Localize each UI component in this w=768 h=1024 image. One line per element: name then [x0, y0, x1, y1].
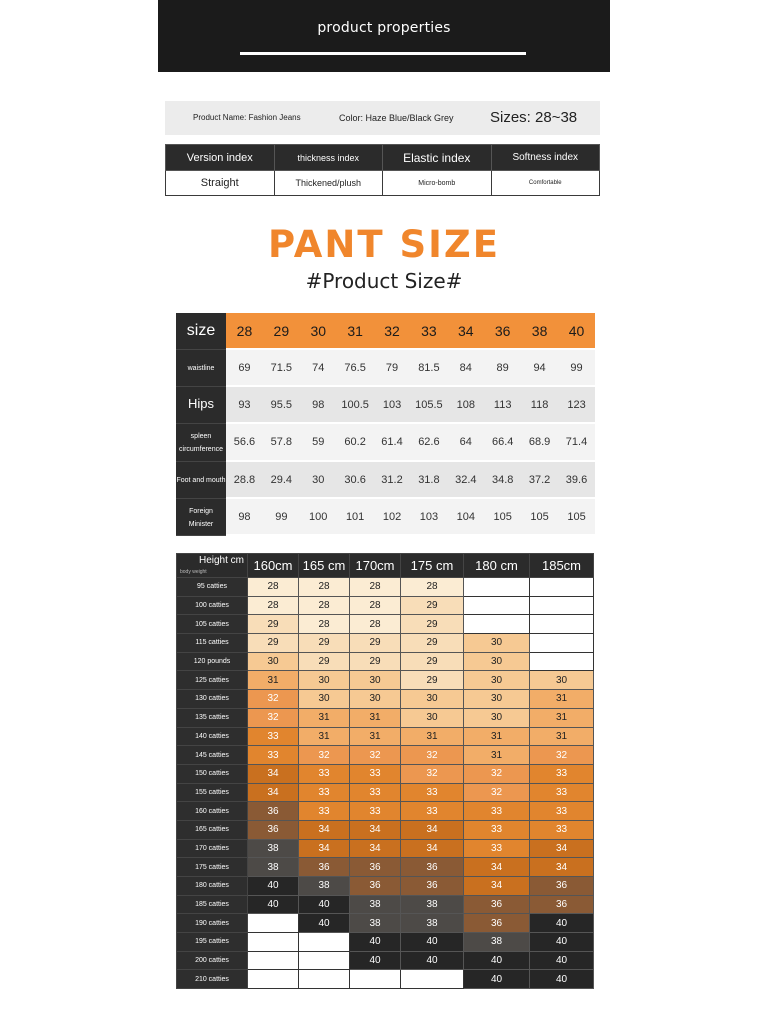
size-cell: 30	[300, 461, 337, 498]
size-cell: 37.2	[521, 461, 558, 498]
size-recommendation-cell: 29	[401, 634, 464, 653]
size-recommendation-cell: 32	[401, 746, 464, 765]
size-cell: 100	[300, 498, 337, 535]
weight-row	[177, 914, 594, 933]
size-cell: 81.5	[410, 349, 447, 386]
size-cell: 89	[484, 349, 521, 386]
pant-size-title: PANT SIZE	[268, 223, 500, 266]
size-cell: 28	[226, 313, 263, 349]
size-recommendation-cell: 38	[248, 839, 299, 858]
size-row	[176, 498, 595, 535]
size-cell: 28.8	[226, 461, 263, 498]
size-recommendation-cell: 28	[248, 578, 299, 597]
size-recommendation-cell: 31	[530, 690, 594, 709]
empty-cell	[299, 951, 350, 970]
size-row-label: Hips	[187, 396, 214, 412]
size-recommendation-cell: 32	[350, 746, 401, 765]
product-size-subtitle: #Product Size#	[305, 269, 463, 293]
size-recommendation-cell: 33	[350, 764, 401, 783]
height-axis-label: Height cm	[198, 555, 244, 566]
size-cell: 29	[263, 313, 300, 349]
size-recommendation-cell: 33	[350, 783, 401, 802]
size-cell: 29.4	[263, 461, 300, 498]
size-row-label: Foot and mouth	[176, 477, 226, 485]
weight-label: 95 catties	[177, 578, 248, 597]
size-recommendation-cell: 31	[464, 746, 530, 765]
size-recommendation-cell: 34	[299, 839, 350, 858]
size-recommendation-cell: 40	[530, 933, 594, 952]
height-header: 160cm	[248, 554, 299, 578]
size-cell: 59	[300, 423, 337, 461]
size-cell: 66.4	[484, 423, 521, 461]
size-recommendation-cell: 29	[401, 596, 464, 615]
size-cell: 99	[558, 349, 595, 386]
size-recommendation-cell: 30	[464, 634, 530, 653]
weight-label: 115 catties	[177, 634, 248, 653]
size-cell: 100.5	[337, 386, 374, 423]
size-recommendation-cell: 40	[464, 951, 530, 970]
size-row-label: Foreign Minister	[188, 507, 214, 528]
height-weight-chart	[176, 553, 594, 989]
size-recommendation-cell: 31	[401, 727, 464, 746]
size-recommendation-cell: 33	[530, 783, 594, 802]
size-cell: 102	[374, 498, 411, 535]
weight-row	[177, 858, 594, 877]
weight-label: 125 catties	[177, 671, 248, 690]
size-cell: 103	[410, 498, 447, 535]
size-recommendation-cell: 33	[464, 802, 530, 821]
index-table	[165, 144, 600, 196]
size-recommendation-cell: 38	[350, 895, 401, 914]
size-recommendation-cell: 33	[350, 802, 401, 821]
index-value: Straight	[166, 171, 275, 196]
size-cell: 62.6	[410, 423, 447, 461]
weight-label: 105 catties	[177, 615, 248, 634]
empty-cell	[530, 578, 594, 597]
size-cell: 105	[558, 498, 595, 535]
weight-row	[177, 764, 594, 783]
size-recommendation-cell: 40	[350, 951, 401, 970]
size-recommendation-cell: 30	[464, 708, 530, 727]
size-recommendation-cell: 33	[401, 783, 464, 802]
size-cell: 38	[521, 313, 558, 349]
weight-row	[177, 671, 594, 690]
index-header: Elastic index	[383, 145, 492, 171]
size-recommendation-cell: 38	[401, 895, 464, 914]
size-recommendation-cell: 30	[350, 690, 401, 709]
size-cell: 32.4	[447, 461, 484, 498]
size-recommendation-cell: 33	[464, 820, 530, 839]
size-row	[176, 423, 595, 461]
size-recommendation-cell: 30	[248, 652, 299, 671]
size-recommendation-cell: 32	[464, 783, 530, 802]
weight-label: 190 catties	[177, 914, 248, 933]
size-recommendation-cell: 32	[401, 764, 464, 783]
header-underline	[240, 52, 526, 55]
empty-cell	[401, 970, 464, 989]
size-cell: 64	[447, 423, 484, 461]
weight-row	[177, 802, 594, 821]
empty-cell	[248, 933, 299, 952]
size-cell: 71.5	[263, 349, 300, 386]
size-cell: 101	[337, 498, 374, 535]
size-recommendation-cell: 36	[350, 877, 401, 896]
empty-cell	[248, 970, 299, 989]
size-recommendation-cell: 36	[464, 895, 530, 914]
size-recommendation-cell: 29	[401, 615, 464, 634]
index-header: Version index	[166, 145, 275, 171]
size-recommendation-cell: 33	[248, 746, 299, 765]
weight-label: 210 catties	[177, 970, 248, 989]
size-recommendation-cell: 28	[350, 615, 401, 634]
size-cell: 31.2	[374, 461, 411, 498]
size-recommendation-cell: 40	[299, 895, 350, 914]
product-name: Product Name: Fashion Jeans	[193, 113, 301, 122]
size-recommendation-cell: 31	[299, 727, 350, 746]
size-recommendation-cell: 40	[350, 933, 401, 952]
size-recommendation-cell: 36	[350, 858, 401, 877]
size-cell: 68.9	[521, 423, 558, 461]
header-title: product properties	[317, 20, 451, 36]
size-row-label: size	[186, 321, 216, 339]
size-cell: 30.6	[337, 461, 374, 498]
weight-row	[177, 783, 594, 802]
weight-label: 120 pounds	[177, 652, 248, 671]
size-recommendation-cell: 40	[530, 914, 594, 933]
size-cell: 39.6	[558, 461, 595, 498]
size-recommendation-cell: 34	[350, 839, 401, 858]
empty-cell	[299, 933, 350, 952]
size-recommendation-cell: 40	[248, 895, 299, 914]
size-recommendation-cell: 29	[248, 615, 299, 634]
size-recommendation-cell: 34	[401, 839, 464, 858]
size-cell: 60.2	[337, 423, 374, 461]
size-recommendation-cell: 29	[299, 652, 350, 671]
empty-cell	[530, 634, 594, 653]
size-row	[176, 386, 595, 423]
size-recommendation-cell: 40	[530, 951, 594, 970]
product-color: Color: Haze Blue/Black Grey	[339, 113, 454, 123]
size-recommendation-cell: 29	[248, 634, 299, 653]
index-value: Micro-bomb	[383, 171, 492, 196]
size-row	[176, 313, 595, 349]
size-recommendation-cell: 36	[401, 858, 464, 877]
weight-axis-label: body weight	[180, 569, 207, 575]
size-recommendation-cell: 33	[299, 764, 350, 783]
weight-label: 185 catties	[177, 895, 248, 914]
size-recommendation-cell: 31	[464, 727, 530, 746]
size-recommendation-cell: 32	[530, 746, 594, 765]
weight-label: 155 catties	[177, 783, 248, 802]
size-recommendation-cell: 38	[464, 933, 530, 952]
weight-row	[177, 970, 594, 989]
size-recommendation-cell: 40	[401, 951, 464, 970]
size-cell: 79	[374, 349, 411, 386]
size-recommendation-cell: 31	[530, 727, 594, 746]
size-recommendation-cell: 33	[248, 727, 299, 746]
empty-cell	[350, 970, 401, 989]
size-recommendation-cell: 30	[299, 671, 350, 690]
size-cell: 95.5	[263, 386, 300, 423]
size-cell: 105.5	[410, 386, 447, 423]
weight-row	[177, 578, 594, 597]
weight-row	[177, 727, 594, 746]
empty-cell	[464, 615, 530, 634]
height-header: 165 cm	[299, 554, 350, 578]
size-recommendation-cell: 36	[248, 802, 299, 821]
size-recommendation-cell: 36	[248, 820, 299, 839]
weight-label: 145 catties	[177, 746, 248, 765]
size-recommendation-cell: 30	[464, 690, 530, 709]
weight-row	[177, 877, 594, 896]
size-recommendation-cell: 28	[299, 578, 350, 597]
weight-label: 165 catties	[177, 820, 248, 839]
weight-label: 200 catties	[177, 951, 248, 970]
size-recommendation-cell: 31	[248, 671, 299, 690]
size-cell: 34.8	[484, 461, 521, 498]
size-recommendation-cell: 31	[530, 708, 594, 727]
size-cell: 99	[263, 498, 300, 535]
weight-row	[177, 951, 594, 970]
weight-label: 100 catties	[177, 596, 248, 615]
size-recommendation-cell: 36	[530, 877, 594, 896]
size-cell: 32	[374, 313, 411, 349]
size-recommendation-cell: 33	[299, 802, 350, 821]
index-header: Softness index	[491, 145, 600, 171]
header-bar	[158, 0, 610, 72]
weight-label: 195 catties	[177, 933, 248, 952]
empty-cell	[299, 970, 350, 989]
empty-cell	[530, 596, 594, 615]
size-cell: 84	[447, 349, 484, 386]
index-value: Comfortable	[491, 171, 600, 196]
size-recommendation-cell: 30	[530, 671, 594, 690]
weight-row	[177, 933, 594, 952]
size-recommendation-cell: 34	[464, 877, 530, 896]
size-cell: 36	[484, 313, 521, 349]
size-cell: 30	[300, 313, 337, 349]
size-cell: 61.4	[374, 423, 411, 461]
size-cell: 76.5	[337, 349, 374, 386]
size-recommendation-cell: 28	[248, 596, 299, 615]
size-row	[176, 349, 595, 386]
weight-row	[177, 895, 594, 914]
size-row-label: waistline	[187, 365, 215, 373]
weight-row	[177, 708, 594, 727]
size-cell: 34	[447, 313, 484, 349]
empty-cell	[464, 596, 530, 615]
height-header: 185cm	[530, 554, 594, 578]
weight-label: 135 catties	[177, 708, 248, 727]
size-recommendation-cell: 34	[248, 783, 299, 802]
weight-row	[177, 820, 594, 839]
index-value: Thickened/plush	[274, 171, 383, 196]
size-recommendation-cell: 33	[530, 802, 594, 821]
weight-row	[177, 615, 594, 634]
size-cell: 93	[226, 386, 263, 423]
size-recommendation-cell: 40	[299, 914, 350, 933]
size-recommendation-cell: 40	[530, 970, 594, 989]
size-row-label: spleen circumference	[179, 433, 223, 453]
weight-row	[177, 634, 594, 653]
height-header: 180 cm	[464, 554, 530, 578]
size-cell: 103	[374, 386, 411, 423]
size-cell: 74	[300, 349, 337, 386]
size-cell: 94	[521, 349, 558, 386]
size-cell: 105	[521, 498, 558, 535]
size-recommendation-cell: 33	[464, 839, 530, 858]
size-row-label-cell	[176, 461, 226, 498]
size-row-label-cell	[176, 498, 226, 535]
size-recommendation-cell: 38	[299, 877, 350, 896]
size-row	[176, 461, 595, 498]
size-recommendation-cell: 31	[299, 708, 350, 727]
size-cell: 69	[226, 349, 263, 386]
size-recommendation-cell: 31	[350, 727, 401, 746]
size-recommendation-cell: 28	[401, 578, 464, 597]
size-cell: 123	[558, 386, 595, 423]
weight-label: 175 catties	[177, 858, 248, 877]
size-row-label-cell	[176, 349, 226, 386]
size-recommendation-cell: 34	[530, 839, 594, 858]
size-cell: 113	[484, 386, 521, 423]
size-recommendation-cell: 32	[299, 746, 350, 765]
weight-label: 130 catties	[177, 690, 248, 709]
size-recommendation-cell: 28	[350, 596, 401, 615]
size-recommendation-cell: 32	[248, 708, 299, 727]
size-recommendation-cell: 29	[299, 634, 350, 653]
size-cell: 57.8	[263, 423, 300, 461]
empty-cell	[464, 578, 530, 597]
size-recommendation-cell: 28	[350, 578, 401, 597]
size-recommendation-cell: 40	[401, 933, 464, 952]
size-recommendation-cell: 38	[401, 914, 464, 933]
size-recommendation-cell: 29	[350, 652, 401, 671]
size-recommendation-cell: 33	[530, 820, 594, 839]
height-header: 170cm	[350, 554, 401, 578]
size-recommendation-cell: 33	[401, 802, 464, 821]
product-info-bar	[165, 101, 600, 135]
product-sizes: Sizes: 28~38	[490, 109, 578, 126]
weight-row	[177, 652, 594, 671]
weight-row	[177, 596, 594, 615]
size-cell: 105	[484, 498, 521, 535]
size-cell: 104	[447, 498, 484, 535]
size-recommendation-cell: 28	[299, 615, 350, 634]
weight-row	[177, 839, 594, 858]
size-row-label-cell	[176, 313, 226, 349]
size-cell: 31.8	[410, 461, 447, 498]
size-recommendation-cell: 30	[299, 690, 350, 709]
size-recommendation-cell: 29	[401, 671, 464, 690]
height-header: 175 cm	[401, 554, 464, 578]
weight-row	[177, 746, 594, 765]
size-cell: 118	[521, 386, 558, 423]
size-recommendation-cell: 36	[464, 914, 530, 933]
size-recommendation-cell: 32	[464, 764, 530, 783]
weight-label: 180 catties	[177, 877, 248, 896]
size-recommendation-cell: 30	[464, 671, 530, 690]
size-recommendation-cell: 33	[530, 764, 594, 783]
size-recommendation-cell: 38	[248, 858, 299, 877]
size-recommendation-cell: 34	[464, 858, 530, 877]
size-row-label-cell	[176, 423, 226, 461]
size-cell: 33	[410, 313, 447, 349]
size-cell: 98	[300, 386, 337, 423]
empty-cell	[248, 914, 299, 933]
size-recommendation-cell: 36	[530, 895, 594, 914]
size-cell: 31	[337, 313, 374, 349]
size-recommendation-cell: 30	[350, 671, 401, 690]
empty-cell	[530, 652, 594, 671]
size-recommendation-cell: 33	[299, 783, 350, 802]
weight-label: 170 catties	[177, 839, 248, 858]
index-header: thickness index	[274, 145, 383, 171]
size-cell: 98	[226, 498, 263, 535]
chart-corner	[177, 554, 248, 578]
size-recommendation-cell: 28	[299, 596, 350, 615]
size-cell: 71.4	[558, 423, 595, 461]
weight-row	[177, 690, 594, 709]
size-cell: 56.6	[226, 423, 263, 461]
size-recommendation-cell: 40	[464, 970, 530, 989]
size-recommendation-cell: 40	[248, 877, 299, 896]
weight-label: 150 catties	[177, 764, 248, 783]
size-recommendation-cell: 34	[299, 820, 350, 839]
size-recommendation-cell: 38	[350, 914, 401, 933]
size-recommendation-cell: 36	[299, 858, 350, 877]
size-recommendation-cell: 29	[350, 634, 401, 653]
empty-cell	[530, 615, 594, 634]
empty-cell	[248, 951, 299, 970]
size-recommendation-cell: 34	[401, 820, 464, 839]
size-table	[176, 313, 595, 536]
size-row-label-cell	[176, 386, 226, 423]
size-recommendation-cell: 32	[248, 690, 299, 709]
size-recommendation-cell: 34	[248, 764, 299, 783]
size-cell: 108	[447, 386, 484, 423]
size-recommendation-cell: 31	[350, 708, 401, 727]
size-recommendation-cell: 30	[401, 690, 464, 709]
weight-label: 160 catties	[177, 802, 248, 821]
size-recommendation-cell: 29	[401, 652, 464, 671]
weight-label: 140 catties	[177, 727, 248, 746]
size-cell: 40	[558, 313, 595, 349]
size-recommendation-cell: 30	[464, 652, 530, 671]
size-recommendation-cell: 34	[530, 858, 594, 877]
size-recommendation-cell: 30	[401, 708, 464, 727]
size-recommendation-cell: 34	[350, 820, 401, 839]
size-recommendation-cell: 36	[401, 877, 464, 896]
